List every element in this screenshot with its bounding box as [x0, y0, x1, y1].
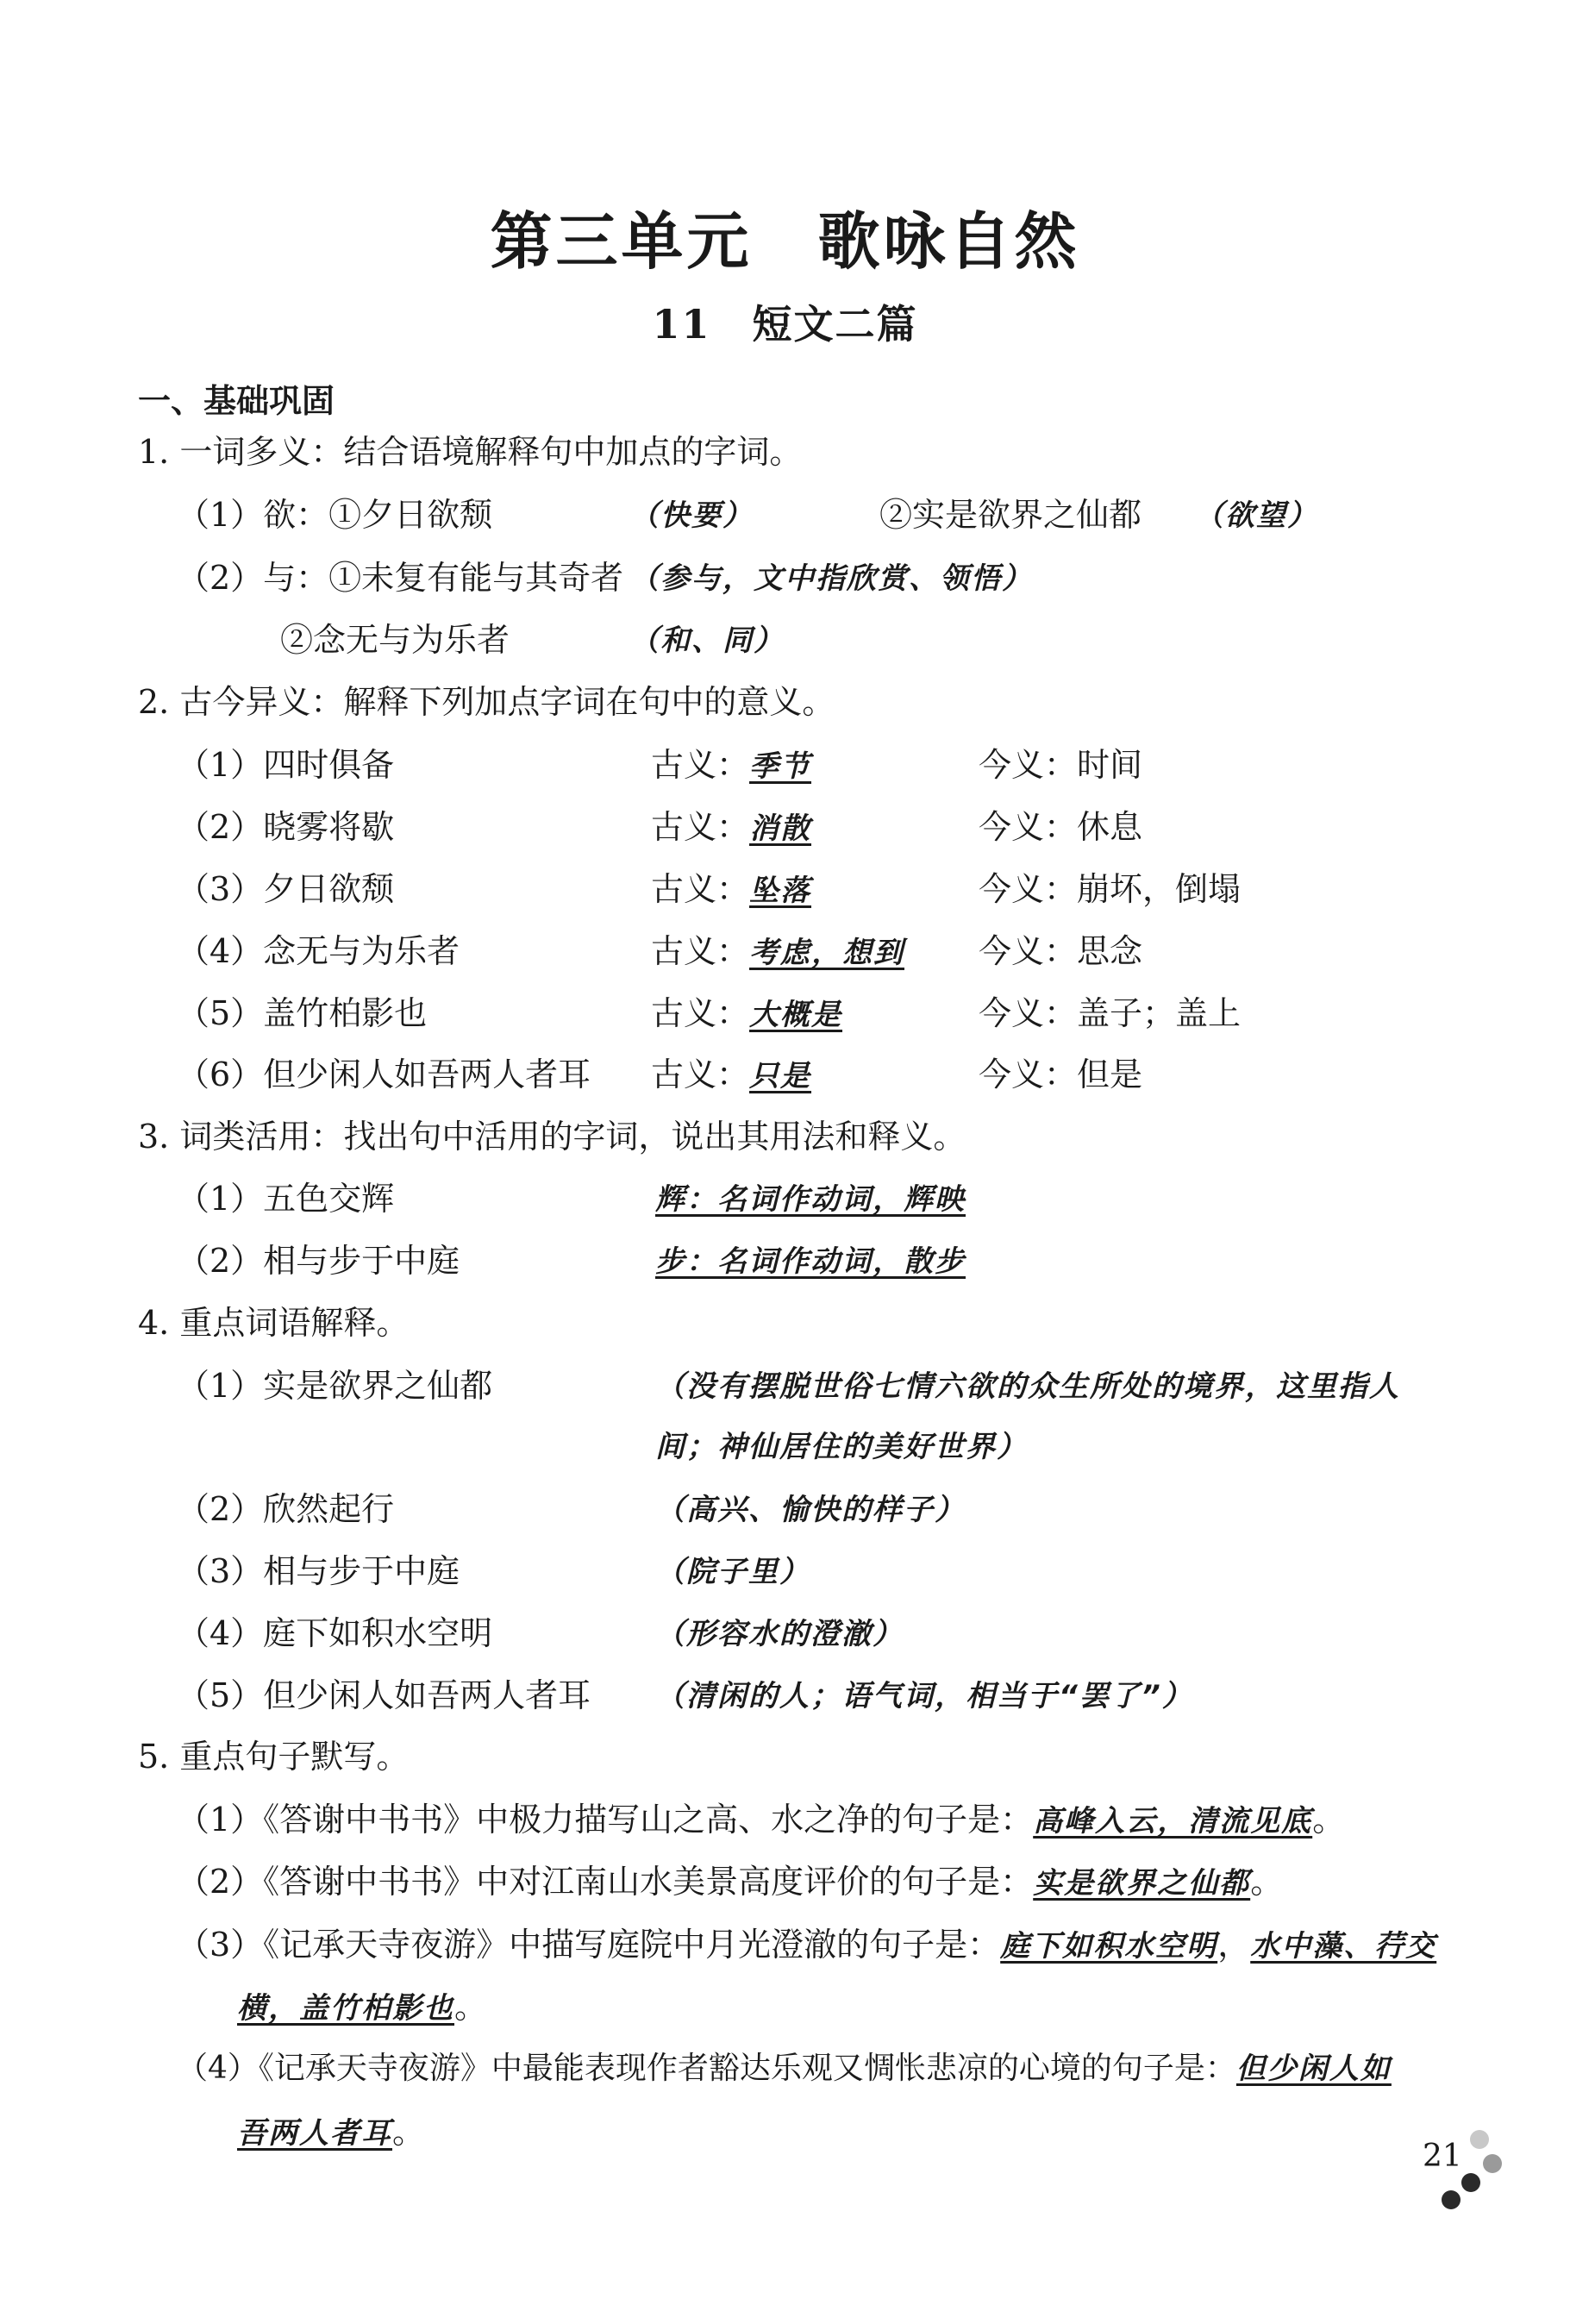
ancient-meaning-label: 古义： [651, 932, 750, 970]
q5-s4-prompt: （4）《记承天寺夜游》中最能表现作者豁达乐观又惆怅悲凉的心境的句子是： [177, 2051, 1236, 2086]
q5-s3-period: 。 [454, 1988, 488, 2026]
q2-row-item: （6）但少闲人如吾两人者耳 [177, 1056, 591, 1093]
unit-title: 第三单元 歌咏自然 [490, 204, 1080, 278]
q5-s3-comma: ， [1217, 1926, 1251, 1964]
q1-a-answer-2: （欲望） [1194, 498, 1318, 533]
q5-s4-period: 。 [392, 2113, 426, 2151]
q2-row-item: （1）四时俱备 [177, 746, 395, 784]
q3-row-2-item: （2）相与步于中庭 [177, 1242, 460, 1280]
q2-row-modern [979, 932, 1142, 972]
ancient-meaning-label: 古义： [651, 870, 750, 908]
q5-sentence-3 [177, 1926, 1436, 1965]
q2-row-modern [979, 870, 1241, 910]
q2-row-ancient [651, 1056, 811, 1095]
q5-sentence-1 [177, 1801, 1345, 1840]
q5-s3-answer-a1: 庭下如积水空明 [1000, 1929, 1218, 1964]
q5-s4-answer-b: 吾两人者耳 [237, 2116, 392, 2151]
modern-meaning-label: 今义： [979, 808, 1078, 846]
q1-b-item-2: ②念无与为乐者 [280, 621, 510, 659]
modern-meaning-label: 今义： [979, 994, 1078, 1032]
modern-meaning-label: 今义： [979, 1056, 1078, 1093]
q4-row-1-answer-a: （没有摆脱世俗七情六欲的众生所处的境界，这里指人 [655, 1369, 1400, 1404]
q4-row-4-item: （4）庭下如积水空明 [177, 1614, 493, 1652]
q2-row-modern [979, 994, 1241, 1034]
q4-row-1-answer-b: 间；神仙居住的美好世界） [655, 1430, 1028, 1464]
ancient-meaning-answer: 只是 [749, 1059, 812, 1093]
modern-meaning-label: 今义： [979, 870, 1078, 908]
q2-row-modern [979, 746, 1142, 786]
q4-row-1-item: （1）实是欲界之仙都 [177, 1367, 493, 1405]
q5-s3-answer-b: 横，盖竹柏影也 [237, 1991, 454, 2026]
q4-row-3-answer: （院子里） [655, 1555, 810, 1589]
section-title: 一、基础巩固 [138, 382, 335, 420]
q3-row-1-answer: 辉：名词作动词，辉映 [655, 1182, 966, 1217]
q2-row-modern [979, 808, 1142, 848]
q5-s3-prompt: （3）《记承天寺夜游》中描写庭院中月光澄澈的句子是： [177, 1926, 1001, 1964]
q4-row-2-item: （2）欣然起行 [177, 1490, 395, 1528]
q1-b-answer-1: （参与，文中指欣赏、领悟） [629, 561, 1033, 596]
q3-row-1-item: （1）五色交辉 [177, 1180, 395, 1218]
modern-meaning-value: 崩坏，倒塌 [1077, 870, 1242, 908]
q1-a-answer-1: （快要） [629, 498, 754, 533]
q5-s3-answer-a2: 水中藻、荇交 [1250, 1929, 1437, 1964]
q5-stem: 5. 重点句子默写。 [138, 1738, 410, 1776]
ancient-meaning-label: 古义： [651, 746, 750, 784]
modern-meaning-value: 休息 [1077, 808, 1143, 846]
q2-row-item: （3）夕日欲颓 [177, 870, 395, 908]
q5-sentence-4 [177, 2050, 1392, 2087]
modern-meaning-value: 思念 [1077, 932, 1143, 970]
ancient-meaning-label: 古义： [651, 808, 750, 846]
q2-row-ancient [651, 870, 811, 910]
ancient-meaning-answer: 消散 [749, 811, 812, 846]
q5-sentence-2 [177, 1863, 1283, 1902]
ancient-meaning-answer: 坠落 [749, 874, 812, 908]
q2-row-ancient [651, 746, 811, 786]
q2-row-ancient [651, 808, 811, 848]
page-number: 21 [1423, 2139, 1462, 2174]
q4-stem: 4. 重点词语解释。 [138, 1304, 410, 1342]
q2-row-item: （2）晓雾将歇 [177, 808, 395, 846]
q4-row-4-answer: （形容水的澄澈） [655, 1617, 904, 1651]
modern-meaning-value: 时间 [1077, 746, 1143, 784]
q5-s2-answer: 实是欲界之仙都 [1033, 1866, 1251, 1901]
q4-row-2-answer: （高兴、愉快的样子） [655, 1493, 966, 1527]
q2-row-item: （4）念无与为乐者 [177, 932, 460, 970]
q2-stem: 2. 古今异义：解释下列加点字词在句中的意义。 [138, 683, 835, 721]
q2-row-ancient [651, 994, 842, 1034]
q5-sentence-3-cont [237, 1988, 487, 2027]
lesson-title: 11 短文二篇 [652, 301, 918, 348]
modern-meaning-value: 但是 [1077, 1056, 1143, 1093]
ancient-meaning-answer: 考虑，想到 [749, 936, 905, 970]
q1-a-label: （1）欲：①夕日欲颓 [177, 496, 493, 534]
q4-row-5-answer: （清闲的人；语气词，相当于“罢了”） [655, 1679, 1193, 1713]
q2-row-ancient [651, 932, 904, 972]
q5-s1-period: 。 [1312, 1801, 1346, 1839]
q5-s2-prompt: （2）《答谢中书书》中对江南山水美景高度评价的句子是： [177, 1863, 1034, 1901]
q1-stem: 1. 一词多义：结合语境解释句中加点的字词。 [138, 433, 803, 471]
q3-stem: 3. 词类活用：找出句中活用的字词，说出其用法和释义。 [138, 1118, 966, 1156]
q4-row-3-item: （3）相与步于中庭 [177, 1552, 460, 1590]
modern-meaning-value: 盖子；盖上 [1077, 994, 1242, 1032]
ancient-meaning-label: 古义： [651, 1056, 750, 1093]
q3-row-2-answer: 步：名词作动词，散步 [655, 1244, 966, 1279]
ancient-meaning-label: 古义： [651, 994, 750, 1032]
ancient-meaning-answer: 大概是 [749, 998, 843, 1032]
q5-s4-answer-a: 但少闲人如 [1235, 2052, 1392, 2086]
ancient-meaning-answer: 季节 [749, 749, 812, 784]
q1-b-label: （2）与：①未复有能与其奇者 [177, 559, 624, 597]
q2-row-item: （5）盖竹柏影也 [177, 994, 428, 1032]
q5-s2-period: 。 [1250, 1863, 1284, 1901]
q1-b-answer-2: （和、同） [629, 623, 785, 658]
q5-s1-answer: 高峰入云，清流见底 [1033, 1804, 1313, 1839]
q5-sentence-4-cont [237, 2113, 425, 2152]
q2-row-modern [979, 1056, 1142, 1095]
q5-s1-prompt: （1）《答谢中书书》中极力描写山之高、水之净的句子是： [177, 1801, 1034, 1839]
q1-a-item-2: ②实是欲界之仙都 [879, 496, 1142, 534]
modern-meaning-label: 今义： [979, 746, 1078, 784]
modern-meaning-label: 今义： [979, 932, 1078, 970]
q4-row-5-item: （5）但少闲人如吾两人者耳 [177, 1676, 591, 1714]
